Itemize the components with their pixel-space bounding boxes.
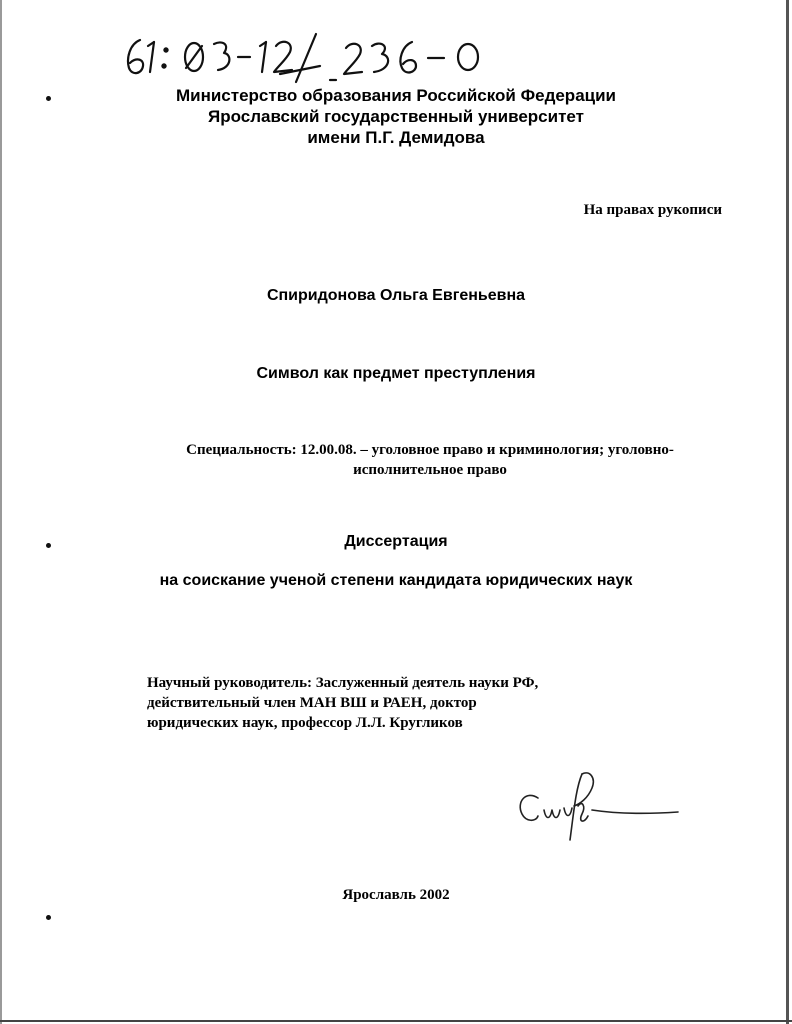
advisor-block — [147, 673, 538, 733]
author-name: Спиридонова Ольга Евгеньевна — [266, 287, 526, 304]
scan-border-bottom — [0, 1020, 792, 1022]
ministry-name: Министерство образования Российской Федерации — [175, 86, 617, 105]
handwritten-signature — [508, 760, 688, 850]
handwritten-archive-number — [110, 26, 530, 86]
advisor-line-1: Научный руководитель: Заслуженный деятель науки РФ, — [147, 675, 539, 691]
advisor-line-2: действительный член МАН ВШ и РАЕН, доктор — [147, 695, 477, 711]
scan-border-left — [0, 0, 2, 1024]
specialty-block — [145, 440, 715, 480]
scan-border-right — [786, 0, 789, 1024]
specialty-line-1: Специальность: 12.00.08. – уголовное право и криминология; уголовно- — [186, 442, 674, 458]
degree-statement: на соискание ученой степени кандидата юридических наук — [159, 572, 633, 589]
university-name: Ярославский государственный университет — [208, 107, 584, 126]
city-and-year: Ярославль 2002 — [342, 887, 450, 903]
specialty-line-2: исполнительное право — [353, 462, 507, 478]
manuscript-rights-note: На правах рукописи — [583, 202, 722, 218]
document-type: Диссертация — [344, 533, 448, 550]
advisor-line-3: юридических наук, профессор Л.Л. Кругликов — [147, 715, 463, 731]
dissertation-title: Символ как предмет преступления — [256, 365, 536, 382]
institution-header — [0, 85, 792, 148]
punch-hole-mark — [46, 915, 51, 920]
university-named-after: имени П.Г. Демидова — [307, 128, 485, 147]
